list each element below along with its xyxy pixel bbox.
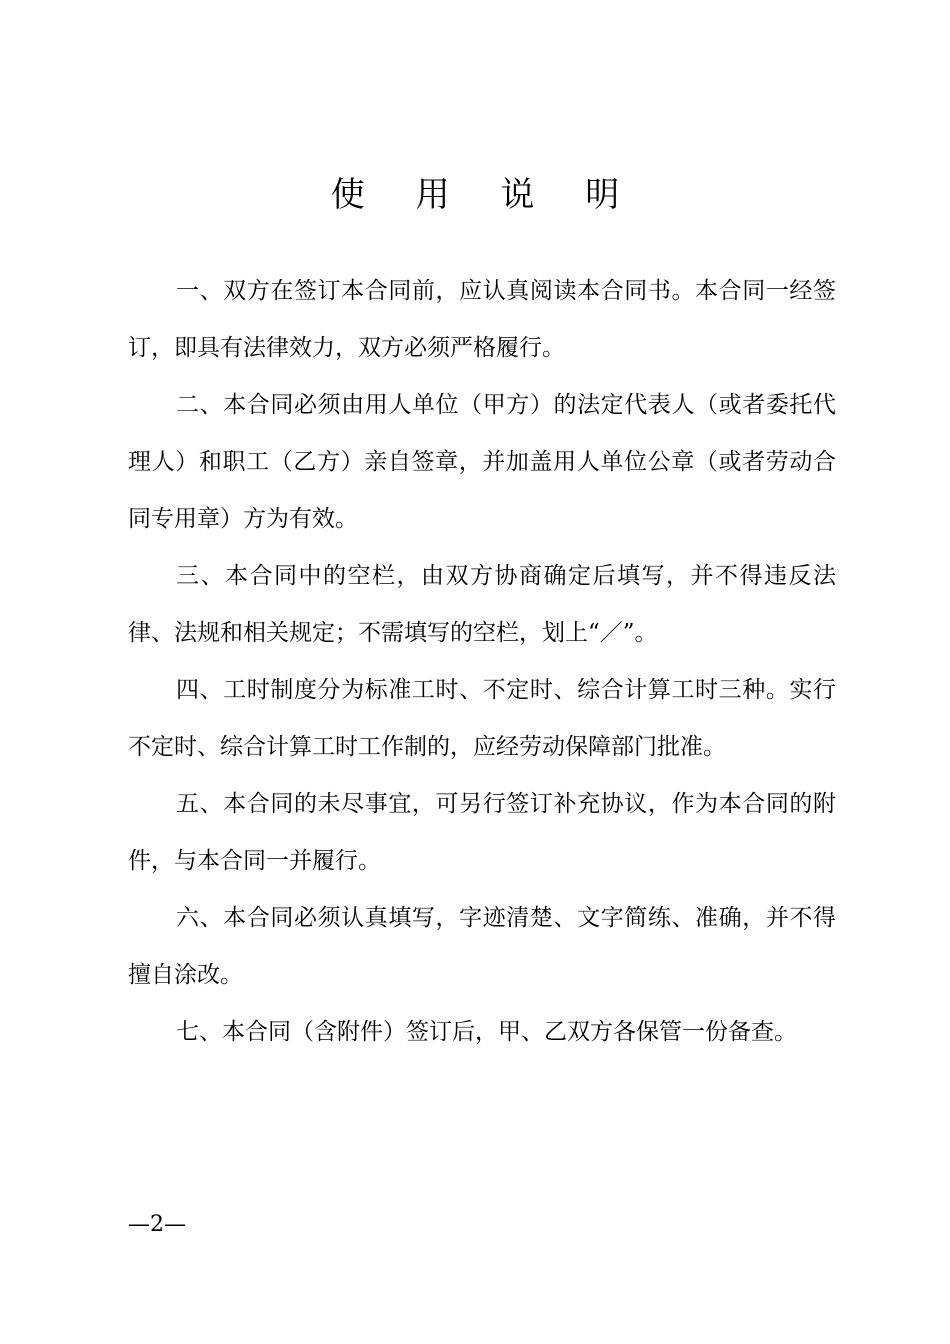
instructions-body [128,263,836,1061]
instruction-paragraph-5: 五、本合同的未尽事宜，可另行签订补充协议，作为本合同的附件，与本合同一并履行。 [128,791,836,874]
instruction-paragraph-4: 四、工时制度分为标准工时、不定时、综合计算工时三种。实行不定时、综合计算工时工作制的，应经劳动保障部门批准。 [128,677,836,760]
instruction-paragraph-3: 三、本合同中的空栏，由双方协商确定后填写，并不得违反法律、法规和相关规定；不需填写的空栏，划上“／”。 [128,563,836,646]
instruction-paragraph-2: 二、本合同必须由用人单位（甲方）的法定代表人（或者委托代理人）和职工（乙方）亲自签章，并加盖用人单位公章（或者劳动合同专用章）方为有效。 [128,392,836,532]
instruction-paragraph-1: 一、双方在签订本合同前，应认真阅读本合同书。本合同一经签订，即具有法律效力，双方必须严格履行。 [128,278,836,361]
instruction-paragraph-6: 六、本合同必须认真填写，字迹清楚、文字简练、准确，并不得擅自涂改。 [128,905,836,988]
page-number: —2— [128,1212,186,1237]
page-title: 使 用 说 明 [330,175,640,215]
instruction-paragraph-7: 七、本合同（含附件）签订后，甲、乙双方各保管一份备查。 [176,1019,797,1045]
